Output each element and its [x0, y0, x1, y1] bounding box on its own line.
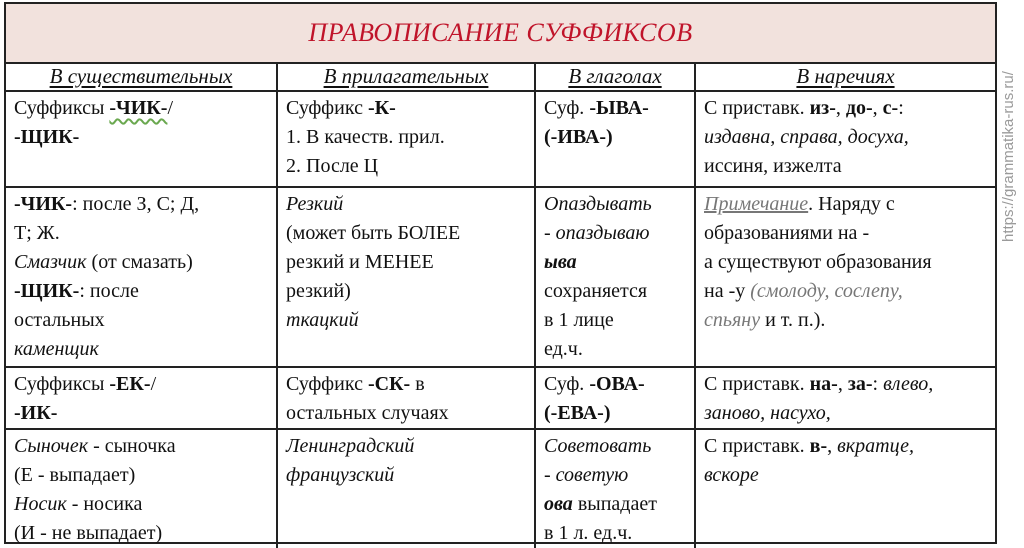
text-line: ткацкий	[286, 309, 359, 331]
text-line: -ИК-	[14, 402, 58, 424]
table-row	[6, 91, 995, 187]
text-line: Носик - носика	[14, 493, 143, 515]
cell-adjective	[277, 429, 535, 548]
cell-noun	[6, 429, 277, 548]
text-line: С приставк. из-, до-, с-:	[704, 97, 904, 119]
text-line: на -у (смолоду, сослепу,	[704, 280, 903, 302]
text-line: Смазчик (от смазать)	[14, 251, 193, 273]
text-line: остальных	[14, 309, 105, 331]
text-line: резкий)	[286, 280, 351, 302]
text-line: Суффикс -К-	[286, 97, 396, 119]
text-line: Суф. -ЫВА-	[544, 97, 649, 119]
cell-verb	[535, 187, 695, 367]
cell-adverb	[695, 91, 995, 187]
cell-noun	[6, 367, 277, 429]
text-line: 1. В качеств. прил.	[286, 126, 445, 148]
text-line: каменщик	[14, 338, 99, 360]
text-line: 2. После Ц	[286, 155, 379, 177]
site-watermark: https://grammatika-rus.ru/	[1000, 71, 1017, 242]
text-line: Резкий	[286, 193, 344, 215]
cell-adjective	[277, 91, 535, 187]
text-line: Советовать	[544, 435, 652, 457]
text-line: Опаздывать	[544, 193, 652, 215]
text-line: а существуют образования	[704, 251, 932, 273]
suffix-table	[6, 62, 995, 548]
text-line: - советую	[544, 464, 629, 486]
table-row	[6, 187, 995, 367]
text-line: (И - не выпадает)	[14, 522, 163, 544]
text-line: французский	[286, 464, 395, 486]
text-line: Суффикс -СК- в	[286, 373, 425, 395]
text-line: образованиями на -	[704, 222, 870, 244]
table-row	[6, 367, 995, 429]
cell-adjective	[277, 367, 535, 429]
text-line: спьяну и т. п.).	[704, 309, 826, 331]
cell-adjective	[277, 187, 535, 367]
cell-verb	[535, 429, 695, 548]
text-line: Т; Ж.	[14, 222, 60, 244]
text-line: заново, насухо,	[704, 402, 831, 424]
title-band	[6, 4, 995, 64]
text-line: (может быть БОЛЕЕ	[286, 222, 461, 244]
cell-adverb	[695, 367, 995, 429]
text-line: в 1 лице	[544, 309, 614, 331]
text-line: -ЩИК-	[14, 126, 80, 148]
text-line: -ЧИК-: после З, С; Д,	[14, 193, 200, 215]
text-line: Суффиксы -ЧИК-/	[14, 97, 174, 119]
header-nouns: В существительных	[6, 62, 277, 91]
cell-adverb	[695, 187, 995, 367]
text-line: остальных случаях	[286, 402, 449, 424]
text-line: С приставк. в-, вкратце,	[704, 435, 914, 457]
text-line: (-ЕВА-)	[544, 402, 611, 424]
cell-adverb	[695, 429, 995, 548]
header-adjectives: В прилагательных	[277, 62, 535, 91]
cell-verb	[535, 91, 695, 187]
text-line: (Е - выпадает)	[14, 464, 136, 486]
cell-verb	[535, 367, 695, 429]
text-line: ед.ч.	[544, 338, 583, 360]
text-line: Суффиксы -ЕК-/	[14, 373, 157, 395]
text-line: сохраняется	[544, 280, 648, 302]
text-line: Ленинградский	[286, 435, 415, 457]
suffix-rules-sheet	[4, 2, 997, 544]
text-line: иссиня, изжелта	[704, 155, 842, 177]
text-line: ова выпадает	[544, 493, 657, 515]
text-line: Сыночек - сыночка	[14, 435, 176, 457]
text-line: - опаздываю	[544, 222, 650, 244]
header-adverbs: В наречиях	[695, 62, 995, 91]
text-line: С приставк. на-, за-: влево,	[704, 373, 934, 395]
cell-noun	[6, 187, 277, 367]
text-line: (-ИВА-)	[544, 126, 613, 148]
text-line: резкий и МЕНЕЕ	[286, 251, 434, 273]
text-line: ыва	[544, 251, 577, 273]
text-line: издавна, справа, досуха,	[704, 126, 909, 148]
table-row	[6, 429, 995, 548]
header-verbs: В глаголах	[535, 62, 695, 91]
text-line: -ЩИК-: после	[14, 280, 139, 302]
text-line: в 1 л. ед.ч.	[544, 522, 633, 544]
text-line: вскоре	[704, 464, 759, 486]
header-row	[6, 62, 995, 91]
text-line: Примечание. Наряду с	[704, 193, 895, 215]
page-title: ПРАВОПИСАНИЕ СУФФИКСОВ	[308, 18, 693, 47]
text-line: Суф. -ОВА-	[544, 373, 645, 395]
cell-noun	[6, 91, 277, 187]
